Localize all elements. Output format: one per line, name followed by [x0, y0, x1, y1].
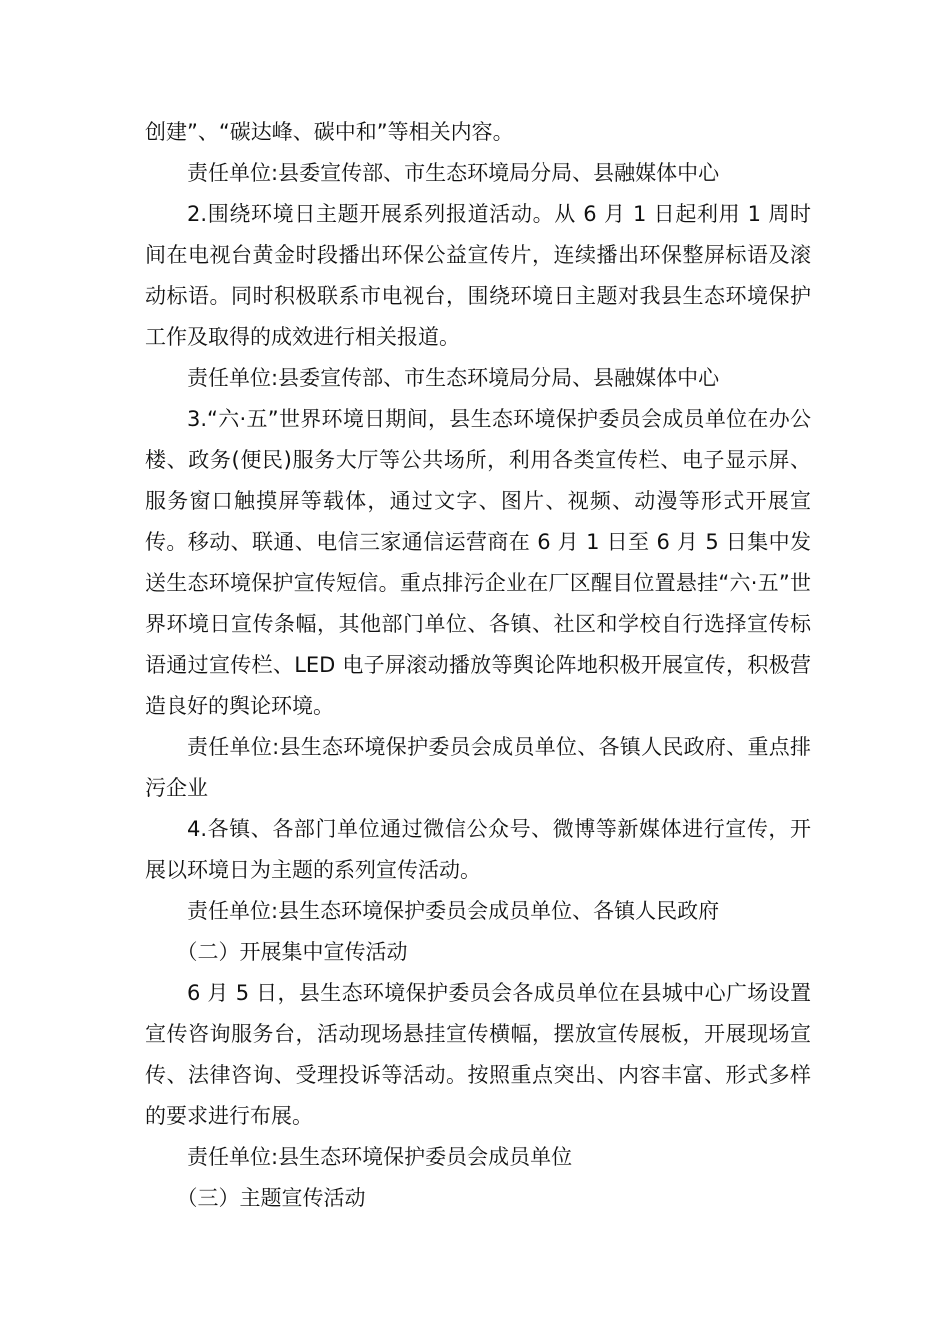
paragraph-continuation: 创建”、“碳达峰、碳中和”等相关内容。 — [145, 120, 514, 144]
responsible-unit-5: 责任单位:县生态环境保护委员会成员单位 — [187, 1145, 573, 1169]
section-heading-3: （三）主题宣传活动 — [176, 1186, 366, 1210]
document-body — [145, 112, 811, 1219]
responsible-unit-3: 责任单位:县生态环境保护委员会成员单位、各镇人民政府、重点排污企业 — [145, 735, 811, 800]
item-2-paragraph: 2.围绕环境日主题开展系列报道活动。从 6 月 1 日起利用 1 周时间在电视台黄金时段播出环保公益宣传片，连续播出环保整屏标语及滚动标语。同时积极联系市电视台，围绕环境日主题对我县生态环境保护工作及取得的成效进行相关报道。 — [145, 202, 811, 349]
section-2-paragraph: 6 月 5 日，县生态环境保护委员会各成员单位在县城中心广场设置宣传咨询服务台，活动现场悬挂宣传横幅，摆放宣传展板，开展现场宣传、法律咨询、受理投诉等活动。按照重点突出、内容丰富、形式多样的要求进行布展。 — [145, 981, 811, 1128]
section-heading-2: （二）开展集中宣传活动 — [176, 940, 408, 964]
responsible-unit-1: 责任单位:县委宣传部、市生态环境局分局、县融媒体中心 — [187, 161, 720, 185]
responsible-unit-2: 责任单位:县委宣传部、市生态环境局分局、县融媒体中心 — [187, 366, 720, 390]
item-3-paragraph: 3.“六·五”世界环境日期间，县生态环境保护委员会成员单位在办公楼、政务(便民)服务大厅等公共场所，利用各类宣传栏、电子显示屏、服务窗口触摸屏等载体，通过文字、图片、视频、动漫等形式开展宣传。移动、联通、电信三家通信运营商在 6 月 1 日至 6 月 5 日集中发送生态环境保护宣传短信。重点排污企业在厂区醒目位置悬挂“六·五”世界环境日宣传条幅，其他部门单位、各镇、社区和学校自行选择宣传标语通过宣传栏、LED 电子屏滚动播放等舆论阵地积极开展宣传，积极营造良好的舆论环境。 — [145, 407, 811, 718]
item-4-paragraph: 4.各镇、各部门单位通过微信公众号、微博等新媒体进行宣传，开展以环境日为主题的系列宣传活动。 — [145, 817, 811, 882]
responsible-unit-4: 责任单位:县生态环境保护委员会成员单位、各镇人民政府 — [187, 899, 720, 923]
